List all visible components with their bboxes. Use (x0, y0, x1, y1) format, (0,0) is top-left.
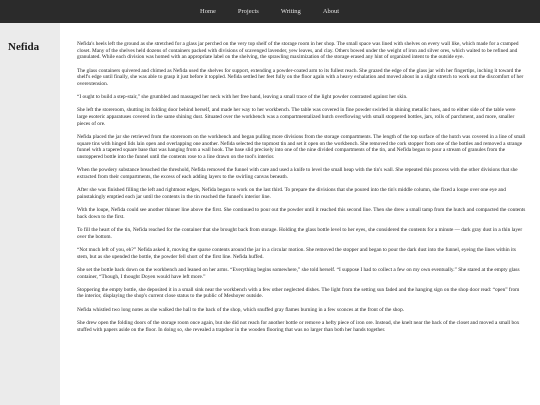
sidebar (0, 23, 60, 405)
story-paragraph: She drew open the folding doors of the storage room once again, but she did not reach for another bottle or remove a hefty piece of iron ore. Instead, she knelt near the back of the closet and moved a small box stuffed with papers aside on the floor. In doing so, she revealed a trapdoor in the wooden flooring that was no larger than both her hands together. (77, 319, 520, 333)
story-paragraph: Nefida's heels left the ground as she stretched for a glass jar perched on the very top shelf of the storage room in her shop. The small space was lined with shelves on every wall like, which made for a cramped closet. Many of the shelves held dozens of containers packed with divisions of scavenged lavender, yew leaves, and clay. Others bowed under the weight of iron and silver ores, which waited to be refined and granulated. While each division was homed with an appropriate label on the shelving, the sprawling maximization of the storage erased any hint of organized intent to the outside eye. (77, 41, 519, 61)
page-title: Nefida (8, 41, 40, 53)
nav-link-writing[interactable]: Writing (280, 8, 301, 15)
nav-link-about[interactable]: About (322, 8, 340, 15)
story-paragraph: Nefida placed the jar she retrieved from the storeroom on the workbench and began pulling more divisions from the storage compartments. The length of the top surface of the hutch was covered in a line of small square tins with hinged lids lain open and overlapping one another. Nefida selected the topmost tin and set it open on the workbench. She removed the cork stopper from one of the bottles and removed a strange funnel with a tapered square base that was hanging from a wall hook. The base slid precisely into one of the nine divided compartments of the tin, and Nefida began to pour a stream of granules from the unstoppered bottle into the funnel until the contents rose to a line drawn on the tool's interior. (77, 134, 526, 161)
story-paragraph: She left the storeroom, shutting its folding door behind herself, and made her way to her workbench. The table was covered in fine powder swirled in shining metallic hues, and to either side of the table were large esoteric apparatuses covered in the same shining dust. Situated over the workbench was a compartmentalized hutch overflowing with small stoppered bottles, jars, rolls of parchment, and more, smaller pieces of ore. (77, 107, 516, 127)
story-paragraph: Stoppering the empty bottle, she deposited it in a small sink near the workbench with a few other neglected dishes. The light from the setting sun faded and the hanging sign on the shop door read: “open” from the interior, displaying the shop's current close status to the public of Meshoyer outside. (77, 286, 520, 300)
nav-links (200, 0, 361, 23)
nav-link-projects[interactable]: Projects (237, 8, 259, 15)
story-paragraph: To fill the heart of the tin, Nefida reached for the container that she brought back from storage. Holding the glass bottle level to her eyes, she considered the contents for a minute — dark gray dust in a thin layer over the bottom. (77, 227, 523, 240)
story-paragraph: “Not much left of you, eh?” Nefida asked it, moving the sparse contents around the jar in a circular motion. She removed the stopper and began to pour the dark dust into the funnel, eyeing the lines within its stem, but as she upended the bottle, the powder fell short of the first line. Nefida huffed. (77, 246, 516, 260)
story-content (60, 23, 540, 405)
story-paragraph: The glass containers quivered and chimed as Nefida used the shelves for support, extending a powder-coated arm to its fullest reach. She grazed the edge of the glass jar with her fingertips, inching it toward the shelf's edge until finally, she was able to grasp it just before it toppled. Nefida settled her feet fully on the floor again with a heavy exhalation and moved about in a slight stretch to work out the discomfort of her overextension. (77, 67, 524, 88)
story-paragraph: When the powdery substance breached the threshold, Nefida removed the funnel with care and used a knife to level the small heap with the tin's wall. She repeated this process with the other divisions that she extracted from their compartments, the excess of each adding layers to the swirling canvas beneath. (77, 167, 518, 181)
story-paragraph: Nefida whistled two long notes as she walked the hall to the back of the shop, which snuffed gray flames burning in a few sconces at the front of the shop. (77, 306, 405, 313)
story-paragraph: “I ought to build a step-stair,” she grumbled and massaged her neck with her free hand, leaving a small trace of the light powder contrasted against her skin. (77, 94, 408, 101)
top-navbar (0, 0, 540, 23)
story-paragraph: She set the bottle back down on the workbench and leaned on her arms. “Everything begins somewhere,” she told herself. “I suppose I had to collect a few on my own eventually.” She stared at the empty glass container, “Though, I thought Doyen would have left more.” (77, 266, 520, 280)
nav-link-home[interactable]: Home (200, 8, 216, 15)
story-paragraph: After she was finished filling the left and rightmost edges, Nefida began to work on the last third. To prepare the divisions that she poured into the tin's middle column, she fixed a loupe over one eye and painstakingly emptied each jar until the contents in the tin reached the funnel's interior line. (77, 187, 506, 200)
story-paragraph: With the loupe, Nefida could see another thinner line above the first. She continued to pour out the powder until it reached this second line. Then she drew a small tamp from the hutch and compacted the contents back down to the first. (77, 207, 526, 220)
